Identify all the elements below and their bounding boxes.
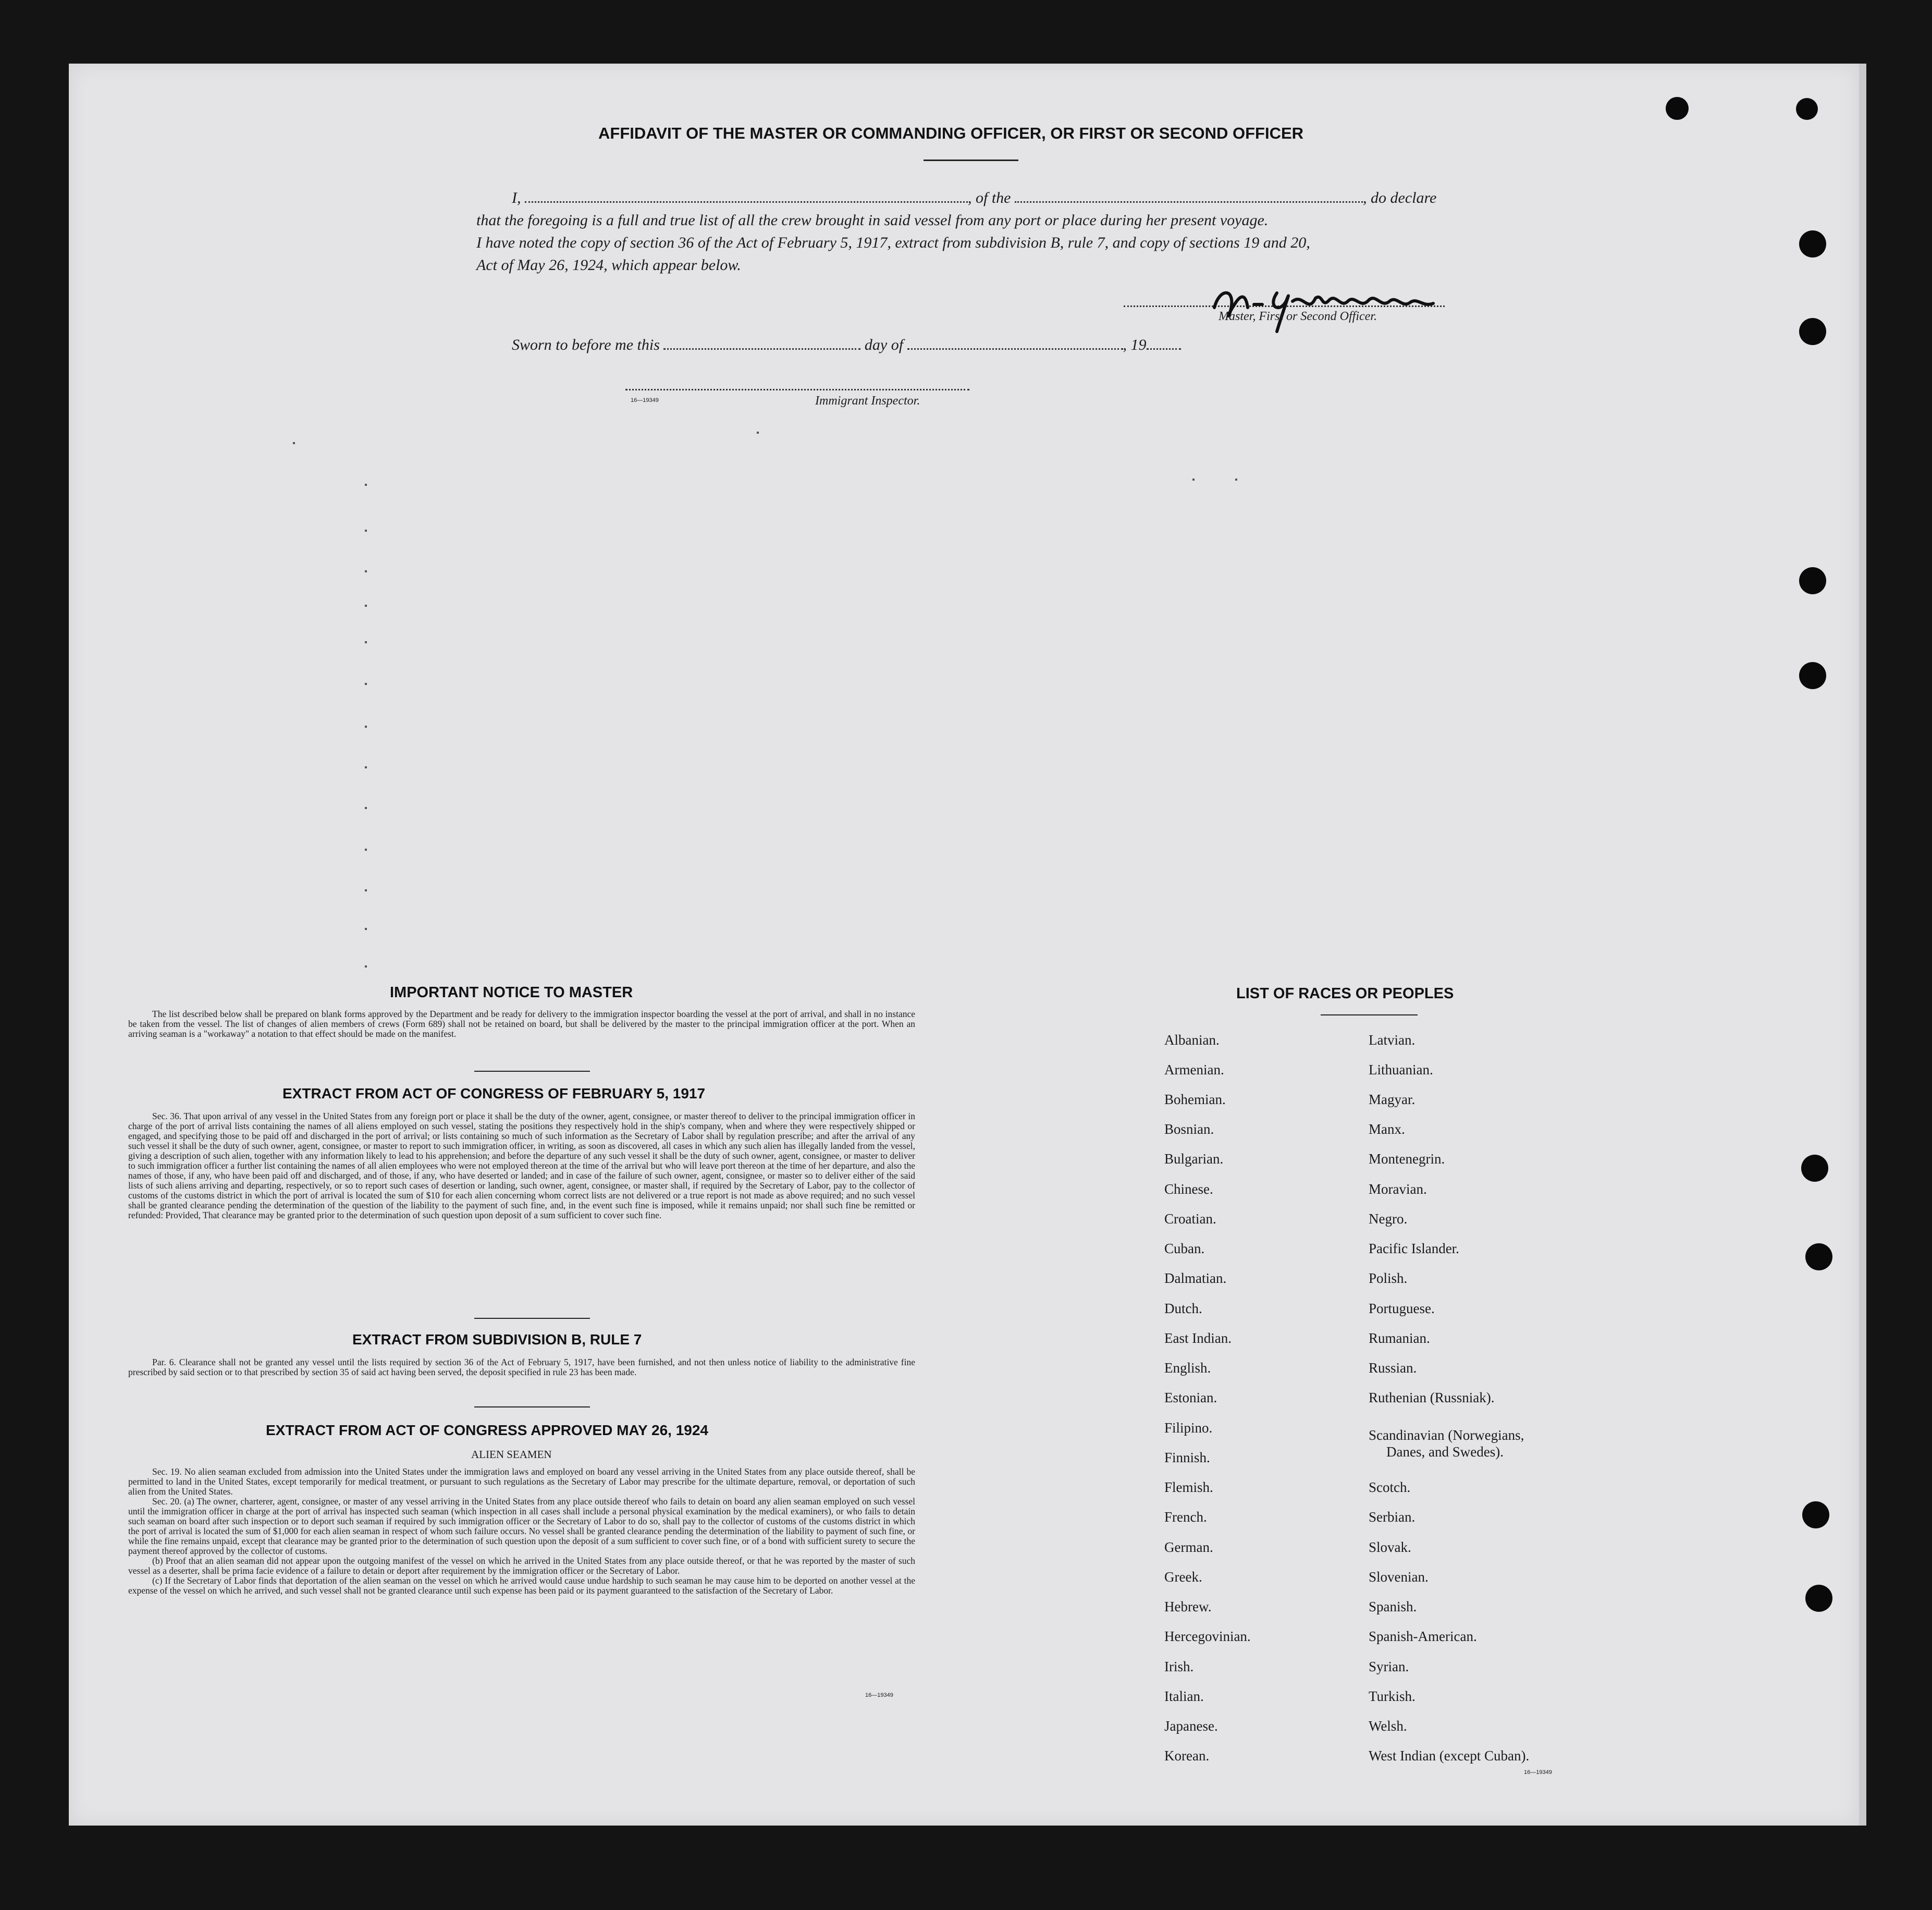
section-rule <box>474 1071 590 1072</box>
section-20b-paragraph: (b) Proof that an alien seaman did not appear upon the outgoing manifest of the vessel on which he arrived in the United States from any place outside thereof, or that he was reported by the master of such vessel as a deserter, shall be prima facie evidence of a failure to detain or deport after requirement by the immigration officer or the Secretary of Labor. <box>128 1556 915 1576</box>
race-item: Rumanian. <box>1369 1330 1430 1346</box>
race-item: Montenegrin. <box>1369 1151 1445 1167</box>
speck <box>293 442 295 444</box>
speck <box>365 570 367 572</box>
race-item: Spanish-American. <box>1369 1629 1477 1644</box>
speck <box>365 683 367 685</box>
race-item: Bulgarian. <box>1164 1151 1224 1167</box>
punch-hole <box>1799 318 1826 345</box>
inspector-caption: Immigrant Inspector. <box>815 394 920 408</box>
race-item: Danes, and Swedes). <box>1386 1444 1504 1460</box>
race-item: Irish. <box>1164 1659 1194 1674</box>
section-rule <box>474 1318 590 1319</box>
race-item: Estonian. <box>1164 1390 1217 1405</box>
race-item: Finnish. <box>1164 1450 1210 1465</box>
rule-7-title: EXTRACT FROM SUBDIVISION B, RULE 7 <box>352 1331 642 1348</box>
speck <box>757 432 759 434</box>
affidavit-text-line-4: Act of May 26, 1924, which appear below. <box>476 256 741 274</box>
sworn-day-field[interactable] <box>663 338 860 350</box>
paragraph-6: Par. 6. Clearance shall not be granted any vessel until the lists required by section 36 of the Act of February 5, 1917, have been furnished, and not then unless notice of liability to the administrative fine prescribed by said section or to that prescribed by section 35 of said act having been served, the deposit specified in rule 23 has been made. <box>128 1357 915 1377</box>
form-number: 16—19349 <box>1524 1769 1552 1776</box>
race-item: Hercegovinian. <box>1164 1629 1251 1644</box>
day-of-label: day of <box>864 336 904 353</box>
notice-body <box>128 1009 915 1039</box>
race-item: Scotch. <box>1369 1479 1411 1495</box>
speck <box>365 641 367 643</box>
race-item: Bohemian. <box>1164 1092 1226 1107</box>
affidavit-declaration-line <box>512 187 1436 210</box>
race-item: Dalmatian. <box>1164 1270 1227 1286</box>
section-36-paragraph: Sec. 36. That upon arrival of any vessel in the United States from any foreign port or place it shall be the duty of the owner, agent, consignee, or master thereof to deliver to the principal immigration officer in charge of the port of arrival lists containing the names of all aliens employed on such vessel, stating the positions they respectively hold in the ship's company, when and where they were respectively shipped or engaged, and specifying those to be paid off and discharged in the port of arrival; or lists containing so much of such information as the Secretary of Labor shall by regulation prescribe; and after the arrival of any such vessel it shall be the duty of such owner, agent, consignee, or master to report to such immigration officer, in writing, as soon as discovered, all cases in which any such alien has illegally landed from the vessel, giving a description of such alien, together with any information likely to lead to his apprehension; and before the departure of any such vessel it shall be the duty of such owner, agent, consignee, or master to deliver to such immigration officer a further list containing the names of all alien employees who were not employed thereon at the time of the arrival but who will leave port thereon at the time of her departure, and also the names of those, if any, who have been paid off and discharged, and of those, if any, who have deserted or landed; and in case of the failure of such owner, agent, consignee, or master so to deliver either of the said lists of such aliens arriving and departing, respectively, or so to report such cases of desertion or landing, such owner, agent, consignee, or master shall, if required by the Secretary of Labor, pay to the collector of customs of the customs district in which the port of arrival is located the sum of $10 for each alien concerning whom correct lists are not delivered or a true report is not made as above required; and no such vessel shall be granted clearance pending the determination of the question of the liability to the payment of such fine, and, in the event such fine is imposed, while it remains unpaid; nor shall such fine be remitted or refunded: Provided, That clearance may be granted prior to the determination of such question upon deposit of a sum sufficient to cover such fine. <box>128 1111 915 1220</box>
race-item: English. <box>1164 1360 1211 1376</box>
speck <box>1235 479 1237 481</box>
punch-hole <box>1805 1243 1832 1270</box>
race-item: Filipino. <box>1164 1420 1213 1436</box>
sworn-label: Sworn to before me this <box>512 336 660 353</box>
race-item: Slovak. <box>1369 1539 1411 1555</box>
race-item: Lithuanian. <box>1369 1062 1433 1078</box>
race-item: Serbian. <box>1369 1509 1416 1525</box>
of-the-label: , of the <box>968 189 1011 206</box>
extract-1924-title: EXTRACT FROM ACT OF CONGRESS APPROVED MAY 26, 1924 <box>266 1422 708 1438</box>
punch-hole <box>1799 567 1826 594</box>
affidavit-text-line-2: that the foregoing is a full and true list of all the crew brought in said vessel from any port or place during her present voyage. <box>476 212 1269 229</box>
race-item: Dutch. <box>1164 1301 1202 1316</box>
race-item: Albanian. <box>1164 1032 1220 1048</box>
year-prefix-label: , 19 <box>1123 336 1147 353</box>
race-item: Latvian. <box>1369 1032 1416 1048</box>
speck <box>365 605 367 607</box>
race-item: Spanish. <box>1369 1599 1417 1614</box>
inspector-signature-line <box>625 389 969 390</box>
race-item: Bosnian. <box>1164 1121 1214 1137</box>
punch-hole <box>1799 230 1826 258</box>
race-item: Negro. <box>1369 1211 1408 1227</box>
notice-paragraph: The list described below shall be prepared on blank forms approved by the Department and be ready for delivery to the immigration inspector boarding the vessel at the port of arrival, and shall in no instance be taken from the vessel. The list of changes of alien members of crews (Form 689) shall not be retained on board, but shall be delivered by the master to the principal immigration officer at the port. When an arriving seaman is a "workaway" a notation to that effect should be made on the manifest. <box>128 1009 915 1039</box>
form-number: 16—19349 <box>631 397 659 403</box>
section-rule <box>474 1406 590 1407</box>
race-item: Scandinavian (Norwegians, <box>1369 1427 1524 1443</box>
punch-hole <box>1799 662 1826 689</box>
speck <box>1192 479 1195 481</box>
punch-hole <box>1801 1155 1828 1182</box>
affiant-name-field[interactable] <box>525 191 968 203</box>
signature-caption: Master, First or Second Officer. <box>1219 310 1377 323</box>
affidavit-title: AFFIDAVIT OF THE MASTER OR COMMANDING OFFICER, OR FIRST OR SECOND OFFICER <box>598 124 1304 142</box>
punch-hole <box>1666 97 1689 120</box>
races-title-rule <box>1321 1014 1418 1015</box>
punch-hole <box>1805 1585 1832 1612</box>
race-item: East Indian. <box>1164 1330 1232 1346</box>
alien-seamen-subtitle: ALIEN SEAMEN <box>471 1448 552 1461</box>
sworn-month-field[interactable] <box>907 338 1123 350</box>
races-title: LIST OF RACES OR PEOPLES <box>1236 985 1454 1002</box>
speck <box>365 484 367 486</box>
extract-1924-body <box>128 1467 915 1596</box>
punch-hole <box>1796 98 1818 120</box>
race-item: Moravian. <box>1369 1181 1427 1197</box>
rule-7-body <box>128 1357 915 1377</box>
speck <box>365 530 367 532</box>
sworn-line <box>512 334 1181 357</box>
race-item: Croatian. <box>1164 1211 1216 1227</box>
title-rule <box>924 160 1018 161</box>
race-item: Turkish. <box>1369 1688 1416 1704</box>
affiant-pronoun: I, <box>512 189 521 206</box>
speck <box>365 965 367 968</box>
speck <box>365 849 367 851</box>
page-edge <box>1859 64 1866 1826</box>
race-item: Korean. <box>1164 1748 1210 1764</box>
race-item: Greek. <box>1164 1569 1202 1585</box>
race-item: Hebrew. <box>1164 1599 1212 1614</box>
speck <box>365 766 367 768</box>
race-item: Japanese. <box>1164 1718 1218 1734</box>
vessel-name-field[interactable] <box>1015 191 1363 203</box>
race-item: Portuguese. <box>1369 1301 1435 1316</box>
race-item: Cuban. <box>1164 1241 1205 1256</box>
race-item: Slovenian. <box>1369 1569 1429 1585</box>
speck <box>365 928 367 930</box>
race-item: Ruthenian (Russniak). <box>1369 1390 1495 1405</box>
race-item: Italian. <box>1164 1688 1204 1704</box>
race-item: Magyar. <box>1369 1092 1416 1107</box>
notice-title: IMPORTANT NOTICE TO MASTER <box>390 984 633 1001</box>
extract-1917-title: EXTRACT FROM ACT OF CONGRESS OF FEBRUARY 5, 1917 <box>282 1085 706 1101</box>
sworn-year-field[interactable] <box>1147 338 1181 350</box>
do-declare-label: , do declare <box>1363 189 1437 206</box>
section-19-paragraph: Sec. 19. No alien seaman excluded from admission into the United States under the immigration laws and employed on board any vessel arriving in the United States from any place outside thereof, shall be permitted to land in the United States, except temporarily for medical treatment, or pursuant to such regulations as the Secretary of Labor may prescribe for the ultimate departure, removal, or deportation of such alien from the United States. <box>128 1466 915 1497</box>
extract-1917-body <box>128 1111 915 1220</box>
section-20c-paragraph: (c) If the Secretary of Labor finds that deportation of the alien seaman on the vessel on which he arrived would cause undue hardship to such seaman he may cause him to be deported on another vessel at the expense of the vessel on which he arrived, and such vessel shall not be granted clearance until such expense has been paid or its payment guaranteed to the satisfaction of the Secretary of Labor. <box>128 1575 915 1596</box>
race-item: Syrian. <box>1369 1659 1409 1674</box>
race-item: Manx. <box>1369 1121 1405 1137</box>
race-item: Pacific Islander. <box>1369 1241 1459 1256</box>
speck <box>365 889 367 891</box>
race-item: French. <box>1164 1509 1207 1525</box>
race-item: Welsh. <box>1369 1718 1407 1734</box>
race-item: German. <box>1164 1539 1213 1555</box>
form-number: 16—19349 <box>865 1692 893 1698</box>
race-item: Chinese. <box>1164 1181 1213 1197</box>
race-item: Russian. <box>1369 1360 1417 1376</box>
race-item: Armenian. <box>1164 1062 1224 1078</box>
race-item: Polish. <box>1369 1270 1408 1286</box>
affidavit-text-line-3: I have noted the copy of section 36 of the Act of February 5, 1917, extract from subdivision B, rule 7, and copy of sections 19 and 20, <box>476 234 1310 251</box>
speck <box>365 807 367 809</box>
race-item: West Indian (except Cuban). <box>1369 1748 1530 1764</box>
punch-hole <box>1802 1501 1829 1528</box>
speck <box>365 726 367 728</box>
signature-image <box>1204 277 1449 335</box>
section-20a-paragraph: Sec. 20. (a) The owner, charterer, agent, consignee, or master of any vessel arriving in the United States from any place outside thereof who fails to detain on board any alien seaman employed on such vessel until the immigration officer in charge at the port of arrival has inspected such seaman (which inspection in all cases shall include a personal physical examination by the medical examiners), or who fails to detain such seaman on board after such inspection or to deport such seaman if required by such immigration officer or the Secretary of Labor to do so, shall pay to the collector of customs of the customs district in which the port of arrival is located the sum of $1,000 for each alien seaman in respect of whom such failure occurs. No vessel shall be granted clearance pending the determination of the liability to payment of such fine, or while the fine remains unpaid, except that clearance may be granted prior to the determination of such question upon the deposit of a sum sufficient to cover such fine, or of a bond with sufficient surety to secure the payment thereof approved by the collector of customs. <box>128 1496 915 1556</box>
race-item: Flemish. <box>1164 1479 1213 1495</box>
